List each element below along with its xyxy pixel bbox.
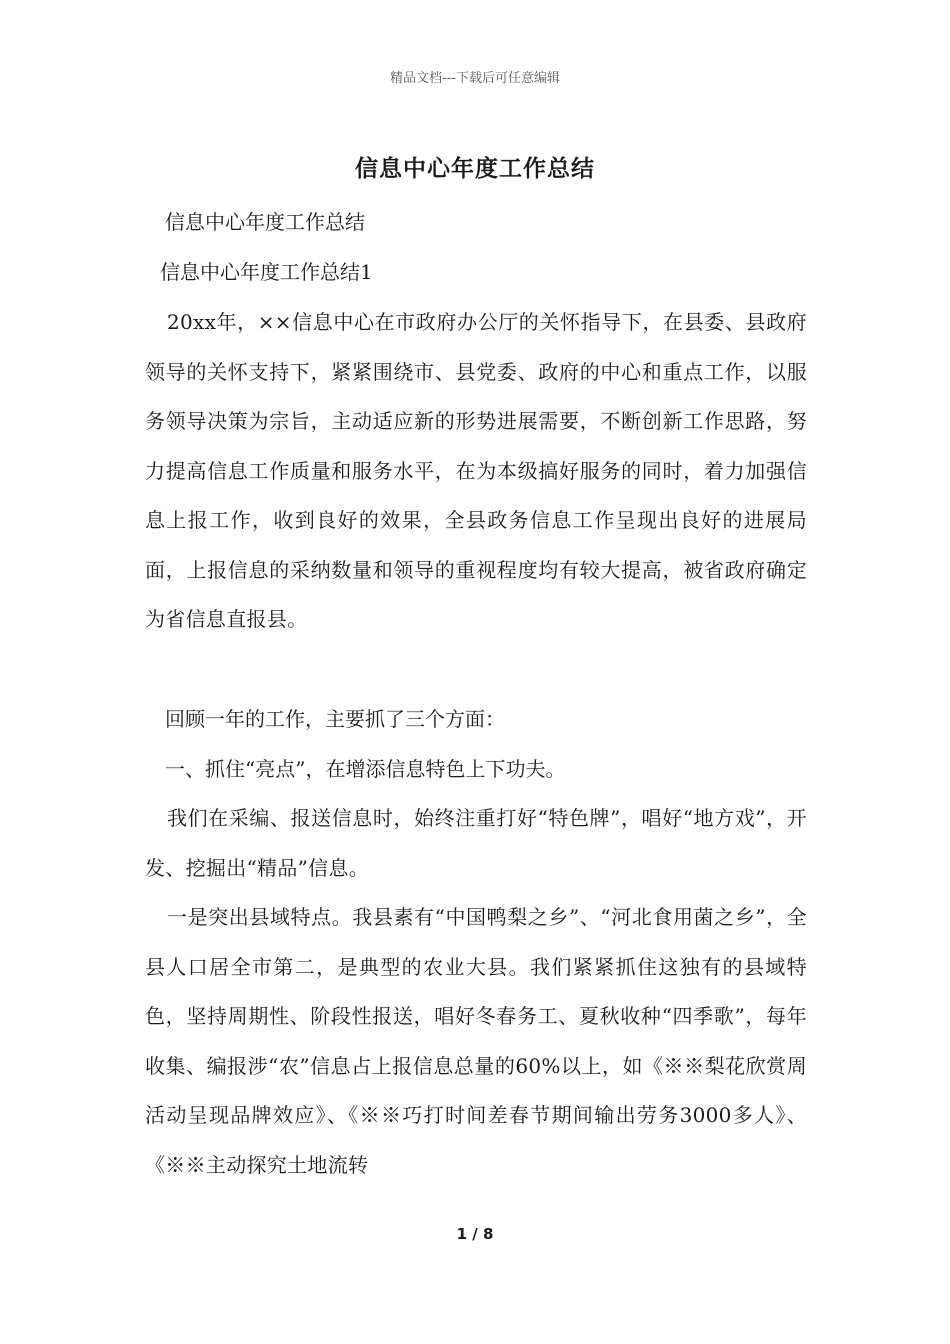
page-header: 精品文档---下载后可任意编辑: [389, 71, 561, 86]
paragraph-point-one: 一、抓住“亮点”，在增添信息特色上下功夫。: [165, 757, 566, 781]
paragraph-feature: 我们在采编、报送信息时，始终注重打好“特色牌”，唱好“地方戏”，开发、挖掘出“精品”信息。: [145, 806, 807, 880]
paragraph-county: 一是突出县域特点。我县素有“中国鸭梨之乡”、“河北食用菌之乡”，全县人口居全市第二，是典型的农业大县。我们紧紧抓住这独有的县域特色，坚持周期性、阶段性报送，唱好冬春务工、夏秋收种“四季歌”，每年收集、编报涉“农”信息占上报信息总量的60%以上，如《※※梨花欣赏周活动呈现品牌效应》、《※※巧打时间差春节期间输出劳务3000多人》、《※※主动探究土地流转: [145, 905, 807, 1177]
document-title: 信息中心年度工作总结: [355, 155, 595, 182]
paragraph-review: 回顾一年的工作，主要抓了三个方面：: [165, 707, 505, 731]
document-subtitle: 信息中心年度工作总结: [165, 210, 365, 234]
paragraph-intro: 20xx年，××信息中心在市政府办公厅的关怀指导下，在县委、县政府领导的关怀支持下，紧紧围绕市、县党委、政府的中心和重点工作，以服务领导决策为宗旨，主动适应新的形势进展需要，不断创新工作思路，努力提高信息工作质量和服务水平，在为本级搞好服务的同时，着力加强信息上报工作，收到良好的效果，全县政务信息工作呈现出良好的进展局面，上报信息的采纳数量和领导的重视程度均有较大提高，被省政府确定为省信息直报县。: [145, 310, 807, 631]
section-heading: 信息中心年度工作总结1: [160, 260, 373, 284]
page-number: 1 / 8: [456, 1225, 494, 1243]
